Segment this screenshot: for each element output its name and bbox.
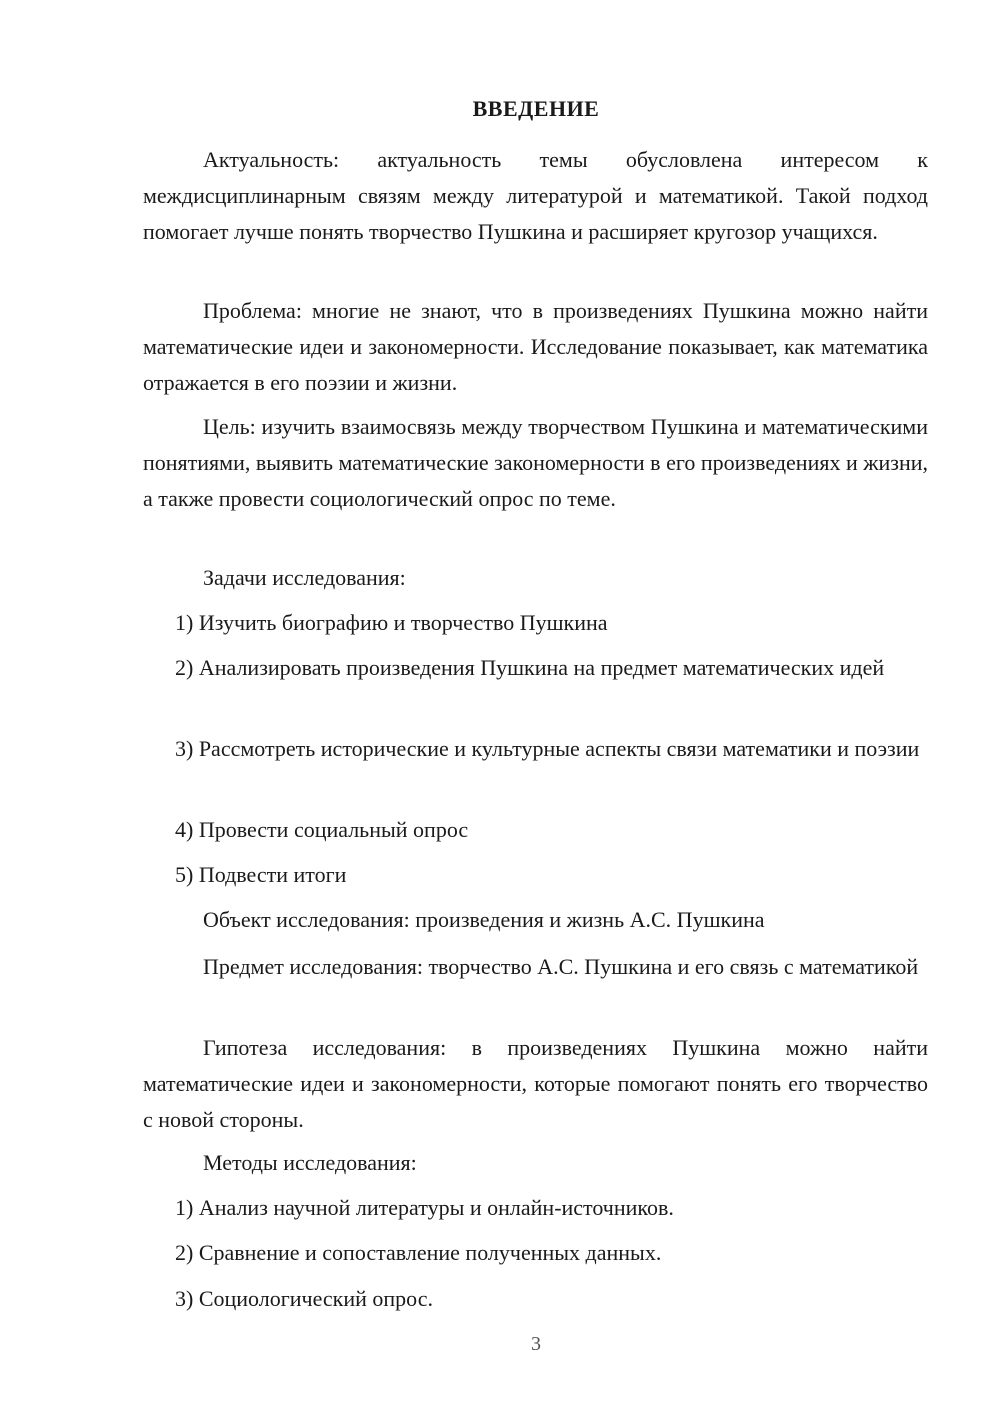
subject-paragraph: Предмет исследования: творчество А.С. Пушкина и его связь с математикой [203, 954, 919, 979]
task-item: 2) Анализировать произведения Пушкина на предмет математических идей [175, 655, 885, 680]
method-item: 2) Сравнение и сопоставление полученных данных. [175, 1240, 662, 1265]
actuality-paragraph: Актуальность: актуальность темы обусловлена интересом к междисциплинарным связям между литературой и математикой. Такой подход помогает лучше понять творчество Пушкина и расширяет кругозор учащихся. [143, 147, 928, 244]
task-item: 4) Провести социальный опрос [175, 817, 469, 842]
section-title: ВВЕДЕНИЕ [472, 96, 600, 121]
task-item: 1) Изучить биографию и творчество Пушкина [175, 610, 608, 635]
object-paragraph: Объект исследования: произведения и жизнь А.С. Пушкина [203, 907, 765, 932]
goal-paragraph: Цель: изучить взаимосвязь между творчеством Пушкина и математическими понятиями, выявить математические закономерности в его произведениях и жизни, а также провести социологический опрос по теме. [143, 414, 928, 511]
methods-heading: Методы исследования: [203, 1150, 417, 1175]
hypothesis-paragraph: Гипотеза исследования: в произведениях Пушкина можно найти математические идеи и закономерности, которые помогают понять его творчество с новой стороны. [143, 1035, 928, 1132]
task-item: 3) Рассмотреть исторические и культурные аспекты связи математики и поэзии [175, 736, 920, 761]
problem-paragraph: Проблема: многие не знают, что в произведениях Пушкина можно найти математические идеи и закономерности. Исследование показывает, как математика отражается в его поэзии и жизни. [143, 298, 928, 395]
page-number: 3 [531, 1333, 541, 1355]
tasks-heading: Задачи исследования: [203, 565, 406, 590]
method-item: 1) Анализ научной литературы и онлайн-источников. [175, 1195, 674, 1220]
task-item: 5) Подвести итоги [175, 862, 347, 887]
method-item: 3) Социологический опрос. [175, 1286, 433, 1311]
